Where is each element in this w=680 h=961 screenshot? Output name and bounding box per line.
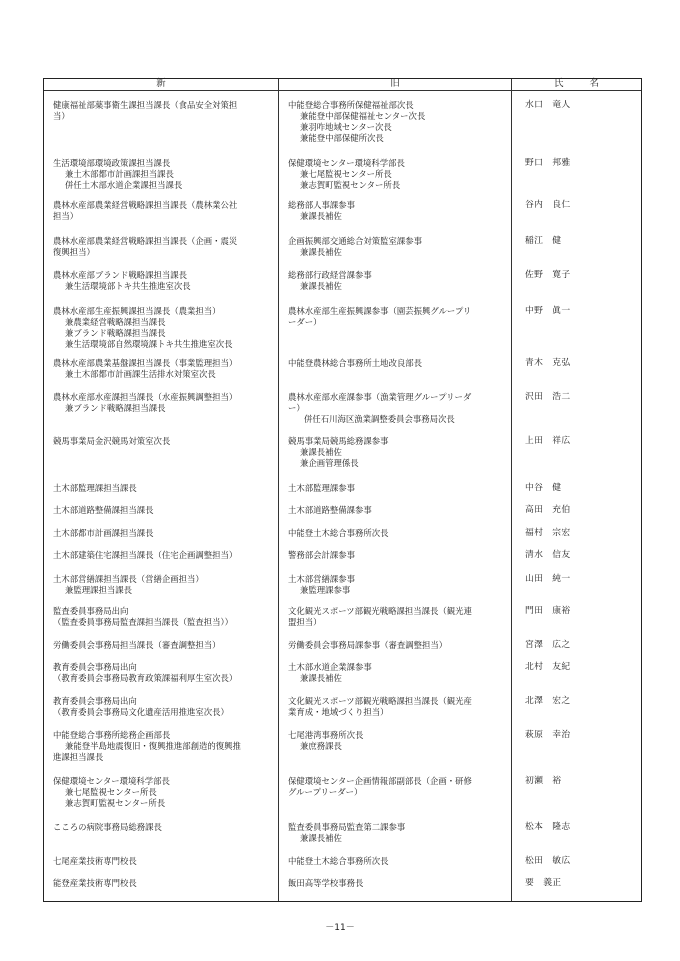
cell-line: 当） [53, 111, 70, 121]
person-name: 松田 敏広 [525, 856, 571, 866]
header-name [512, 78, 641, 90]
new-position-cell [53, 236, 237, 258]
person-name: 野口 邦雅 [525, 158, 571, 168]
person-name: 青木 克弘 [525, 358, 571, 368]
person-name: 初瀬 裕 [525, 776, 562, 786]
cell-line: 復興担当） [53, 247, 95, 257]
page-number: －11－ [325, 923, 355, 933]
old-position-cell [288, 436, 389, 469]
cell-line: 中能登土木総合事務所次長 [288, 856, 389, 866]
cell-line: 担当） [53, 211, 79, 221]
cell-line: 盟担当） [288, 617, 322, 627]
new-position-cell [53, 358, 237, 380]
cell-line: （教育委員会事務局教育政策課福利厚生室次長） [53, 673, 238, 683]
cell-line: 七尾港湾事務所次長 [288, 730, 364, 740]
cell-line: 併任土木部水道企業課担当課長 [65, 180, 183, 190]
person-name: 上田 祥広 [525, 436, 571, 446]
new-position-cell [53, 100, 237, 122]
old-position-cell [288, 776, 472, 798]
new-position-cell [53, 436, 170, 447]
cell-line: 土木部監理課参事 [288, 483, 355, 493]
old-position-cell [288, 270, 372, 292]
cell-line: 中能登土木総合事務所次長 [288, 528, 389, 538]
cell-line: 兼課長補佐 [300, 211, 342, 221]
old-position-cell [288, 236, 422, 258]
old-position-cell [288, 306, 471, 328]
person-name: 谷内 良仁 [525, 200, 571, 210]
cell-line: 中能登総合事務所保健福祉部次長 [288, 100, 414, 110]
new-position-cell [53, 640, 221, 651]
cell-line: 土木部営繕課参事 [288, 574, 355, 584]
cell-line: 企画振興部交通総合対策監室課参事 [288, 236, 422, 246]
cell-line: ーダー） [288, 317, 322, 327]
new-position-cell [53, 822, 162, 833]
cell-line: 競馬事業局金沢競馬対策室次長 [53, 436, 171, 446]
old-position-cell [288, 528, 389, 539]
cell-line: 土木部都市計画課担当課長 [53, 528, 154, 538]
new-position-cell [53, 878, 137, 889]
cell-line: グループリーダー） [288, 787, 363, 797]
old-position-cell [288, 200, 355, 222]
cell-line: 保健環境センター企画情報部副部長（企画・研修 [288, 776, 472, 786]
cell-line: 文化観光スポーツ部観光戦略課担当課長（観光産 [288, 696, 472, 706]
cell-line: 農林水産部ブランド戦略課担当課長 [53, 270, 187, 280]
person-name: 稲江 健 [525, 236, 562, 246]
new-position-cell [53, 574, 204, 596]
new-position-cell [53, 306, 233, 350]
cell-line: 兼課長補佐 [300, 281, 342, 291]
cell-line: 教育委員会事務局出向 [53, 696, 137, 706]
person-name: 萩原 幸治 [525, 730, 571, 740]
new-position-cell [53, 200, 237, 222]
header-name-2: 名 [589, 78, 600, 89]
new-position-cell [53, 730, 241, 763]
cell-line: 教育委員会事務局出向 [53, 662, 137, 672]
cell-line: 兼能登中部保健福祉センター次長 [300, 111, 426, 121]
column-divider-new-old [278, 79, 279, 901]
old-position-cell [288, 158, 405, 191]
new-position-cell [53, 662, 237, 684]
person-name: 中野 眞一 [525, 306, 571, 316]
cell-line: 兼庶務課長 [300, 741, 342, 751]
cell-line: 兼能登半島地震復旧・復興推進部創造的復興推 [65, 741, 241, 751]
cell-line: 警務部会計課参事 [288, 550, 355, 560]
cell-line: 保健環境センター環境科学部長 [288, 158, 405, 168]
header-new: 新 [156, 78, 166, 89]
cell-line: 総務部人事課参事 [288, 200, 355, 210]
column-divider-old-name [511, 79, 512, 901]
cell-line: 併任石川海区漁業調整委員会事務局次長 [304, 414, 455, 424]
old-position-cell [288, 483, 355, 494]
person-name: 水口 竜人 [525, 100, 571, 110]
cell-line: ー） [288, 403, 305, 413]
cell-line: 兼生活環境部トキ共生推進室次長 [65, 281, 191, 291]
old-position-cell [288, 822, 405, 844]
cell-line: 生活環境部環境政策課担当課長 [53, 158, 171, 168]
old-position-cell [288, 640, 447, 651]
cell-line: 兼ブランド戦略課担当課長 [65, 403, 166, 413]
cell-line: 健康福祉部薬事衛生課担当課長（食品安全対策担 [53, 100, 238, 110]
cell-line: 兼ブランド戦略課担当課長 [65, 328, 166, 338]
old-position-cell [288, 574, 355, 596]
person-name: 山田 純一 [525, 574, 571, 584]
person-name: 中谷 健 [525, 483, 562, 493]
cell-line: 能登産業技術専門校長 [53, 878, 137, 888]
new-position-cell [53, 606, 233, 628]
cell-line: 土木部建築住宅課担当課長（住宅企画調整担当） [53, 550, 238, 560]
person-name: 福村 宗宏 [525, 528, 571, 538]
person-name: 沢田 浩二 [525, 392, 571, 402]
header-divider [44, 90, 641, 91]
cell-line: 兼羽咋地域センター次長 [300, 122, 392, 132]
personnel-table [43, 78, 642, 902]
cell-line: 兼志賀町監視センター所長 [300, 180, 401, 190]
cell-line: 七尾産業技術専門校長 [53, 856, 137, 866]
cell-line: 土木部道路整備課参事 [288, 505, 372, 515]
old-position-cell [288, 505, 372, 516]
cell-line: 兼課長補佐 [300, 833, 342, 843]
cell-line: 中能登農林総合事務所土地改良部長 [288, 358, 422, 368]
cell-line: （教育委員会事務局文化遺産活用推進室次長） [53, 707, 229, 717]
old-position-cell [288, 878, 363, 889]
cell-line: 農林水産部水産課参事（漁業管理グループリーダ [288, 392, 472, 402]
cell-line: 総務部行政経営課参事 [288, 270, 372, 280]
new-position-cell [53, 550, 237, 561]
person-name: 北澤 宏之 [525, 696, 571, 706]
cell-line: 兼志賀町監視センター所長 [65, 798, 166, 808]
cell-line: 兼監理課担当課長 [65, 585, 132, 595]
old-position-cell [288, 730, 363, 752]
cell-line: 兼農業経営戦略課担当課長 [65, 317, 166, 327]
new-position-cell [53, 158, 182, 191]
person-name: 松本 隆志 [525, 822, 571, 832]
cell-line: 飯田高等学校事務長 [288, 878, 364, 888]
old-position-cell [288, 606, 472, 628]
cell-line: 文化観光スポーツ部観光戦略課担当課長（観光連 [288, 606, 472, 616]
cell-line: こころの病院事務局総務課長 [53, 822, 162, 832]
cell-line: 兼課長補佐 [300, 447, 342, 457]
cell-line: 兼生活環境部自然環境課トキ共生推進室次長 [65, 339, 233, 349]
cell-line: 農林水産部生産振興課参事（園芸振興グループリ [288, 306, 472, 316]
cell-line: 監査委員事務局監査第二課参事 [288, 822, 406, 832]
cell-line: 競馬事業局競馬総務課参事 [288, 436, 389, 446]
person-name: 高田 充伯 [525, 505, 571, 515]
old-position-cell [288, 392, 471, 425]
old-position-cell [288, 662, 372, 684]
cell-line: 農林水産部農業経営戦略課担当課長（農林業公社 [53, 200, 238, 210]
cell-line: 監査委員事務局出向 [53, 606, 129, 616]
person-name: 清水 信友 [525, 550, 571, 560]
person-name: 門田 康裕 [525, 606, 571, 616]
new-position-cell [53, 392, 237, 414]
cell-line: 兼七尾監視センター所長 [300, 169, 392, 179]
new-position-cell [53, 483, 137, 494]
cell-line: 兼監理課参事 [300, 585, 351, 595]
cell-line: 保健環境センター環境科学部長 [53, 776, 170, 786]
new-position-cell [53, 270, 191, 292]
cell-line: 土木部道路整備課担当課長 [53, 505, 154, 515]
old-position-cell [288, 856, 389, 867]
new-position-cell [53, 696, 229, 718]
cell-line: 農林水産部農業基盤課担当課長（事業監理担当） [53, 358, 238, 368]
new-position-cell [53, 505, 154, 516]
cell-line: 兼能登中部保健所次長 [300, 133, 384, 143]
old-position-cell [288, 100, 425, 144]
cell-line: 進課担当課長 [53, 752, 104, 762]
cell-line: 兼企画管理係長 [300, 458, 359, 468]
cell-line: 兼課長補佐 [300, 673, 342, 683]
cell-line: 労働委員会事務局担当課長（審査調整担当） [53, 640, 221, 650]
header-name-1: 氏 [553, 78, 564, 89]
cell-line: 兼土木部都市計画課担当課長 [65, 169, 174, 179]
new-position-cell [53, 776, 170, 809]
cell-line: 兼土木部都市計画課生活排水対策室次長 [65, 369, 216, 379]
cell-line: 業育成・地域づくり担当） [288, 707, 389, 717]
cell-line: 土木部営繕課担当課長（営繕企画担当） [53, 574, 204, 584]
old-position-cell [288, 358, 422, 369]
cell-line: 兼七尾監視センター所長 [65, 787, 157, 797]
person-name: 佐野 寛子 [525, 270, 571, 280]
person-name: 要 義正 [525, 878, 562, 888]
cell-line: 農林水産部水産課担当課長（水産振興調整担当） [53, 392, 238, 402]
cell-line: 土木部監理課担当課長 [53, 483, 137, 493]
old-position-cell [288, 696, 472, 718]
person-name: 北村 友紀 [525, 662, 571, 672]
cell-line: （監査委員事務局監査課担当課長（監査担当）） [53, 617, 234, 627]
new-position-cell [53, 528, 154, 539]
cell-line: 中能登総合事務所総務企画部長 [53, 730, 171, 740]
cell-line: 土木部水道企業課参事 [288, 662, 372, 672]
new-position-cell [53, 856, 137, 867]
cell-line: 農林水産部生産振興課担当課長（農業担当） [53, 306, 221, 316]
cell-line: 労働委員会事務局課参事（審査調整担当） [288, 640, 448, 650]
cell-line: 農林水産部農業経営戦略課担当課長（企画・震災 [53, 236, 238, 246]
cell-line: 兼課長補佐 [300, 247, 342, 257]
header-old: 旧 [390, 78, 400, 89]
person-name: 宮澤 広之 [525, 640, 571, 650]
old-position-cell [288, 550, 355, 561]
